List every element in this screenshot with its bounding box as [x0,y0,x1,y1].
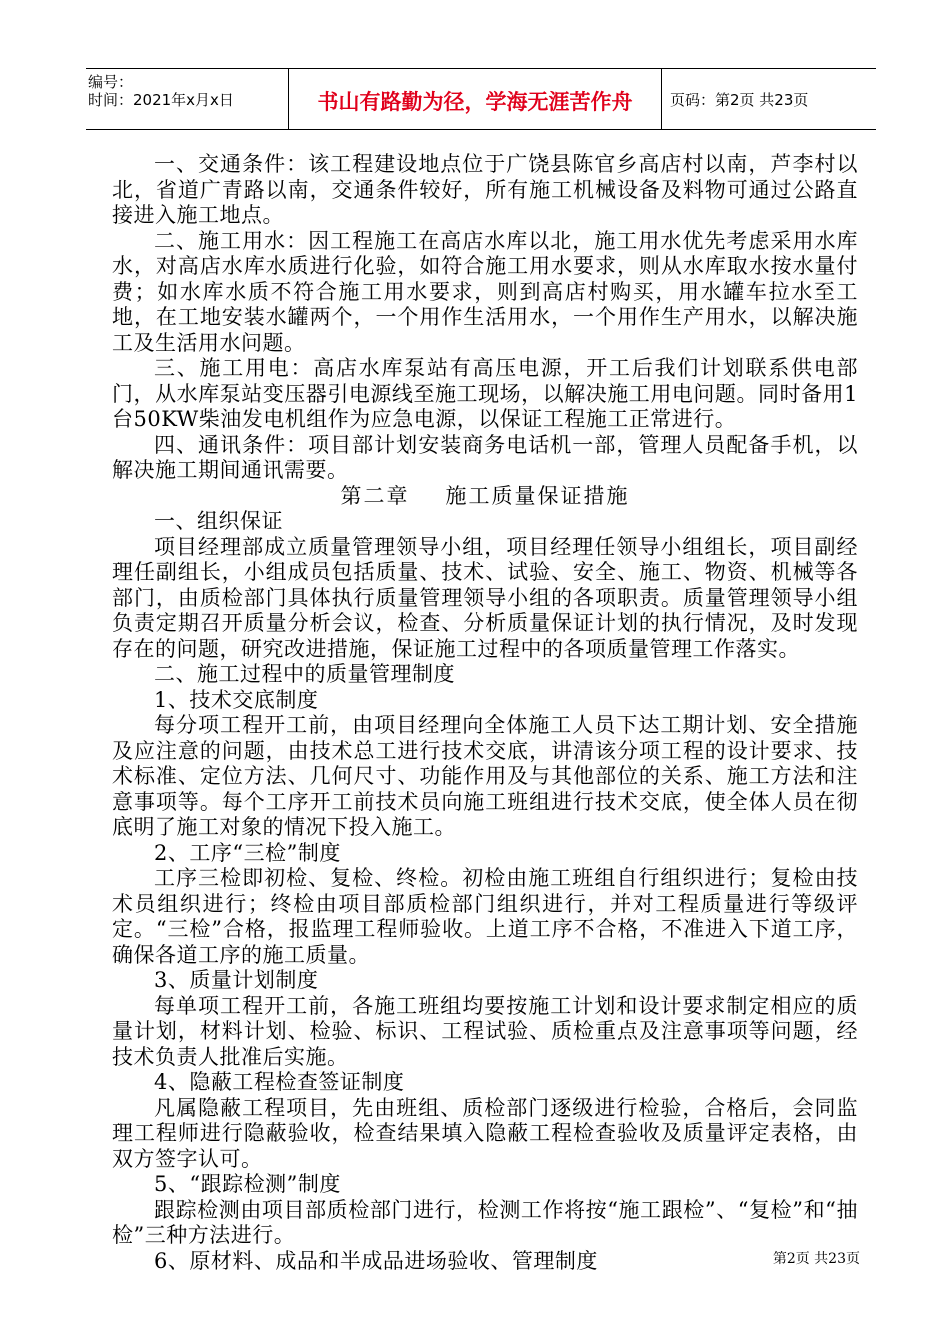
header-motto-cell [288,69,662,129]
paragraph-water: 二、施工用水：因工程施工在高店水库以北，施工用水优先考虑采用水库水，对高店水库水质进行化验，如符合施工用水要求，则从水库取水按水量付费；如水库水质不符合施工用水要求，则到高店村购买，用水罐车拉水至工地，在工地安装水罐两个，一个用作生活用水，一个用作生产用水，以解决施工及生活用水问题。 [112,228,858,355]
paragraph-communication: 四、通讯条件：项目部计划安装商务电话机一部，管理人员配备手机，以解决施工期间通讯需要。 [112,432,858,482]
paragraph-power: 三、施工用电：高店水库泵站有高压电源，开工后我们计划联系供电部门，从水库泵站变压器引电源线至施工现场，以解决施工用电问题。同时备用1台50KW柴油发电机组作为应急电源，以保证工程施工正常进行。 [112,356,858,431]
subsection-heading: 2、工序“三检”制度 [154,840,341,865]
page-header [86,68,876,130]
paragraph: 项目经理部成立质量管理领导小组，项目经理任领导小组组长，项目副经理任副组长，小组成员包括质量、技术、试验、安全、施工、物资、机械等各部门，由质检部门具体执行质量管理领导小组的各项职责。质量管理领导小组负责定期召开质量分析会议，检查、分析质量保证计划的执行情况，及时发现存在的问题，研究改进措施，保证施工过程中的各项质量管理工作落实。 [112,534,858,661]
section-heading: 一、组织保证 [154,509,283,533]
paragraph: 工序三检即初检、复检、终检。初检由施工班组自行组织进行；复检由技术员组织进行；终检由项目部质检部门组织进行，并对工程质量进行等级评定。“三检”合格，报监理工程师验收。上道工序不合格，不准进入下道工序，确保各道工序的施工质量。 [112,866,858,967]
header-page-number: 页码：第2页 共23页 [670,91,809,109]
subsection-heading: 3、质量计划制度 [154,968,319,992]
header-page-cell [662,69,876,129]
chapter-number: 第二章 [340,483,410,508]
document-time-label: 时间：2021年x月x日 [88,91,234,109]
document-number-label: 编号： [88,73,134,91]
page-footer: 第2页 共23页 [772,1251,860,1267]
paragraph: 凡属隐蔽工程项目，先由班组、质检部门逐级进行检验，合格后，会同监理工程师进行隐蔽验收，检查结果填入隐蔽工程检查验收及质量评定表格，由双方签字认可。 [112,1095,858,1171]
subsection-heading: 5、“跟踪检测”制度 [154,1172,341,1196]
section-heading: 二、施工过程中的质量管理制度 [154,662,455,686]
subsection-heading: 4、隐蔽工程检查签证制度 [154,1070,405,1094]
document-body [112,152,858,1274]
chapter-heading [112,484,858,510]
header-info [86,69,286,129]
chapter-title: 施工质量保证措施 [445,483,630,508]
header-motto: 书山有路勤为径，学海无涯苦作舟 [317,90,633,114]
paragraph: 每分项工程开工前，由项目经理向全体施工人员下达工期计划、安全措施及应注意的问题，由技术总工进行技术交底，讲清该分项工程的设计要求、技术标准、定位方法、几何尺寸、功能作用及与其他部位的关系、施工方法和注意事项等。每个工序开工前技术员向施工班组进行技术交底，使全体人员在彻底明了施工对象的情况下投入施工。 [112,713,858,839]
paragraph-traffic: 一、交通条件：该工程建设地点位于广饶县陈官乡高店村以南，芦李村以北，省道广青路以南，交通条件较好，所有施工机械设备及料物可通过公路直接进入施工地点。 [112,152,858,227]
paragraph: 跟踪检测由项目部质检部门进行，检测工作将按“施工跟检”、“复检”和“抽检”三种方法进行。 [112,1197,858,1247]
subsection-heading: 1、技术交底制度 [154,687,319,712]
subsection-heading: 6、原材料、成品和半成品进场验收、管理制度 [154,1248,598,1273]
paragraph: 每单项工程开工前，各施工班组均要按施工计划和设计要求制定相应的质量计划，材料计划、检验、标识、工程试验、质检重点及注意事项等问题，经技术负责人批准后实施。 [112,993,858,1069]
